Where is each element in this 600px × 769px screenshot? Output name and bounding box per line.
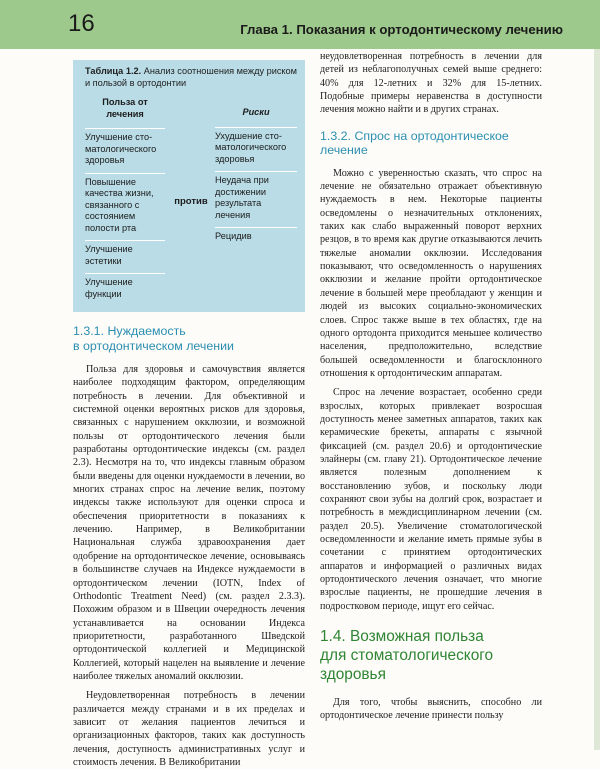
risks-column <box>211 97 297 306</box>
paragraph: неудовлетворенная потребность в лечении для детей из неблагополучных семей выше среднего: 40% для 12-летних и 32% для 15-летних. Подобные примеры неравенства в доступности лечения можно найти и в других странах. <box>320 51 542 116</box>
right-column <box>320 50 542 723</box>
against-cell <box>171 97 211 306</box>
section-1-3-2-heading <box>320 129 542 158</box>
heading-line: для стоматологического <box>320 647 494 665</box>
left-column <box>73 60 305 769</box>
section-1-4-heading <box>320 627 542 684</box>
paragraph: Неудовлетворенная потребность в лечении различается между странами и в их пределах и зависит от желания пациентов лечиться и организационных факторов, таких как доступность лечения, доступность административных услуг и стоимость лечения. В Великобритании <box>73 690 305 768</box>
heading-line: 1.4. Возможная польза <box>320 628 484 646</box>
risks-header: Риски <box>215 97 297 128</box>
paragraph: Спрос на лечение возрастает, особенно среди взрослых, которых привлекает возросшая доступность менее заметных аппаратов, таких как керамические брекеты, аппараты с язычной фиксацией (см. раздел 20.6) и ортодонтические элайнеры (см. главу 21). Ортодонтическое лечение является полезным дополнением к восстановлению зубов, и поскольку люди сохраняют свои зубы на долгий срок, возрастает и потребность в междисциплинарном лечении (см. раздел 20.5). Увеличение стоматологической осведомленности и желание иметь прямые зубы в сочетании с принятием ортодонтических аппаратов и информацией о различных видах ортодонтического лечения означает, что многие взрослые пациенты, не прошедшие лечения в подростковом периоде, ищут его сейчас. <box>320 387 542 612</box>
page-header <box>0 0 600 49</box>
paragraph: Можно с уверенностью сказать, что спрос на лечение не обязательно отражает объективную нуждаемость в нем. Некоторые пациенты осведомлены о незначительных отклонениях, таких как слабо выраженный поворот верхних резцов, в то время как другие отказываются лечить тяжелые аномалии окклюзии. Исследования показывают, что осведомленность о нарушениях окклюзии и желание пройти ортодонтическое лечение в большей мере преобладают у женщин и людей из высоких социально-экономических слоев. Спрос также выше в тех областях, где на одного ортодонта приходится меньшее количество населения, предположительно, вследствие большей осведомленности и благосклонного отношения к ортодонтическим аппаратам. <box>320 167 542 379</box>
risk-item: Рецидив <box>215 231 252 241</box>
risk-item: Ухудшение сто-матологического здоровья <box>215 128 297 173</box>
benefit-item: Повышение качества жизни, связанного с состоянием полости рта <box>85 174 165 242</box>
chapter-title: Глава 1. Показания к ортодонтическому лечению <box>240 22 563 37</box>
benefit-item: Улучшение сто-матологического здоровья <box>85 129 165 174</box>
heading-line: 1.3.2. Спрос на ортодонтическое <box>320 128 509 143</box>
table-label: Таблица 1.2. <box>85 66 142 76</box>
heading-line: здоровья <box>320 666 386 684</box>
section-1-3-1-heading <box>73 324 305 353</box>
paragraph: Для того, чтобы выяснить, способно ли ортодонтическое лечение принести пользу <box>320 697 542 722</box>
table-caption <box>85 66 297 89</box>
paragraph: Польза для здоровья и самочувствия является наиболее подходящим фактором, определяющим потребность в лечении. Для объективной и системной оценки вероятных рисков для здоровья, связанных с нарушением окклюзии, и возможной пользы от ортодонтического лечения были разработаны ортодонтические индексы (см. раздел 2.3). Несмотря на то, что индексы главным образом были введены для оценки нуждаемости в лечении, во многих странах спрос на лечение велик, поэтому индексы также используют для оценки спроса и обеспечения приоритетности в показаниях к лечению. Например, в Великобритании Национальная служба здравоохранения дает одобрение на ортодонтическое лечение, основываясь в большинстве случаев на Индексе нуждаемости в ортодонтическом лечении (IOTN, Index of Orthodontic Treatment Need) (см. раздел 2.3.3). Похожим образом и в Швеции очередность лечения устанавливается на основании Индекса приоритетности, разработанного Шведской ортодонтической коллегией и Медицинской Коллегией, который нацелен на выявление и лечение наиболее тяжелых аномалий окклюзии. <box>73 364 305 682</box>
benefit-item: Улучшение эстетики <box>85 241 165 274</box>
benefits-header: Польза от лечения <box>85 97 165 129</box>
benefit-item: Улучшение функции <box>85 277 133 299</box>
heading-line: лечение <box>320 143 368 158</box>
risk-benefit-table <box>73 60 305 312</box>
benefits-column <box>85 97 171 306</box>
risk-item: Неудача при достижении результата лечения <box>215 172 297 228</box>
page-edge-bar <box>594 49 600 750</box>
page-number: 16 <box>68 10 95 37</box>
heading-line: в ортодонтическом лечении <box>73 338 234 353</box>
against-label: против <box>174 195 208 207</box>
table-title: Анализ соотношения между риском и пользой в ортодонтии <box>85 66 297 88</box>
heading-line: 1.3.1. Нуждаемость <box>73 324 186 338</box>
